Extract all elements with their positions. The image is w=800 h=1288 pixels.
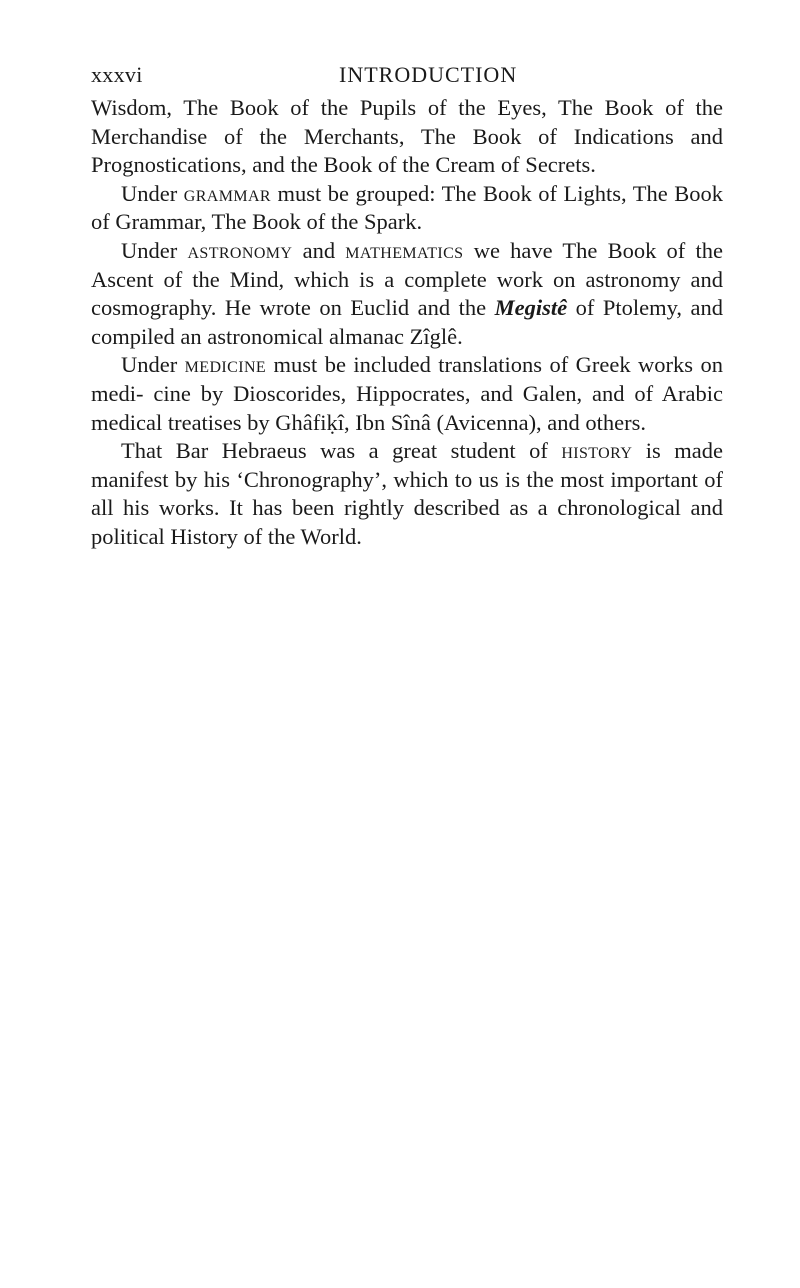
paragraph-astronomy-after-1: we have The Book of the Ascent of the Mind, which is a complete work on astronomy and cosmography. He wrote on Euclid and the xyxy=(91,237,723,321)
paragraph-medicine-before: Under xyxy=(121,352,185,378)
term-astronomy: astronomy xyxy=(187,237,293,263)
paragraph-history xyxy=(91,437,723,551)
paragraph-medicine xyxy=(91,351,723,437)
term-history: history xyxy=(561,438,633,464)
running-head: INTRODUCTION xyxy=(339,62,518,87)
paragraph-grammar-before: Under xyxy=(121,180,184,206)
paragraph-astronomy-after-2: of Ptolemy, and compiled an astronomical almanac Zîglê. xyxy=(91,295,723,349)
paragraph-astronomy-before: Under xyxy=(121,237,188,263)
paragraph-grammar xyxy=(91,180,723,237)
term-grammar: grammar xyxy=(183,180,271,206)
paragraph-grammar-after: must be grouped: The Book of Lights, The Book of Grammar, The Book of the Spark. xyxy=(91,180,723,235)
page-header xyxy=(91,62,721,92)
page-number: xxxvi xyxy=(91,62,143,87)
term-mathematics: mathematics xyxy=(345,237,464,263)
paragraph-1-text: Wisdom, The Book of the Pupils of the Eyes, The Book of the Merchandise of the Merchants, The Book of Indications and Prognostications, and the Book of the Cream of Secrets. xyxy=(91,95,723,178)
body-text xyxy=(91,94,723,552)
paragraph-history-before: That Bar Hebraeus was a great student of xyxy=(121,438,562,464)
title-megiste: Megistê xyxy=(494,295,568,321)
paragraph-history-after: is made manifest by his ‘Chronography’, which to us is the most important of all his works. It has been rightly described as a chronological and political History of the World. xyxy=(91,438,724,549)
paragraph-medicine-after: must be included translations of Greek works on medi- cine by Dioscorides, Hippocrates, and Galen, and of Arabic medical treatises by Ghâfiḳî, Ibn Sînâ (Avicenna), and others. xyxy=(91,352,723,435)
paragraph-astronomy xyxy=(91,237,723,351)
paragraph-astronomy-mid: and xyxy=(292,237,346,263)
term-medicine: medicine xyxy=(184,352,267,378)
paragraph-1 xyxy=(91,94,723,180)
